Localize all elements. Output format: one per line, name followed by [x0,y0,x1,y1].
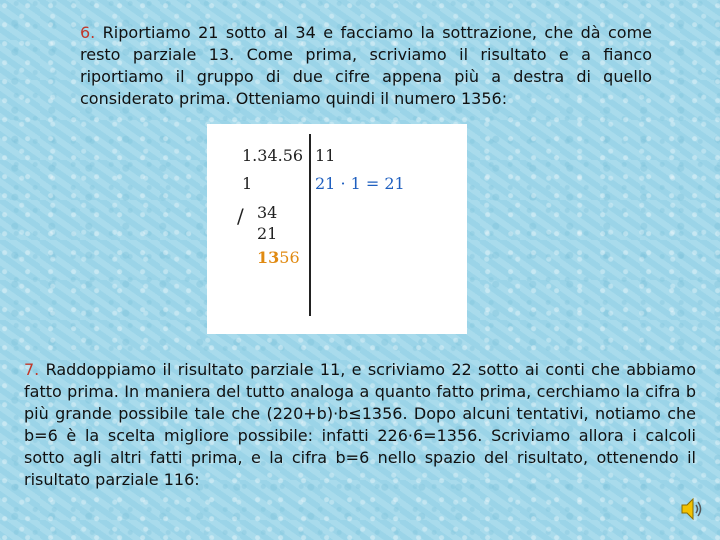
result-number [257,248,300,267]
speaker-icon[interactable] [680,496,702,522]
radicand: 1.34.56 [242,146,304,165]
step-6-number: 6. [80,23,96,42]
sqrt-calculation-figure [207,124,467,334]
first-digit: 1 [242,174,253,193]
result-bold-part: 13 [257,248,280,267]
step-7-text: Raddoppiamo il risultato parziale 11, e scriviamo 22 sotto ai conti che abbiamo fatto prima. In maniera del tutto analoga a quanto fatto prima, cerchiamo la cifra b più grande possibile tale che (220+b)·b≤1356. Dopo alcuni tentativi, notiamo che b=6 è la scelta migliore possibile: infatti 226·6=1356. Scriviamo allora i calcoli sotto agli altri fatti prima, e la cifra b=6 nello spazio del risultato, ottenendo il risultato parziale 116: [24,360,696,489]
calc-line: 21 · 1 = 21 [315,174,405,193]
result-rest-part: 56 [279,248,300,267]
step-6-text: Riportiamo 21 sotto al 34 e facciamo la sottrazione, che dà come resto parziale 13. Come prima, scriviamo il risultato e a fianco riportiamo il gruppo di due cifre appena più a destra di quello considerato prima. Otteniamo quindi il numero 1356: [80,23,652,108]
step-7-paragraph [24,359,696,491]
step-6-paragraph [80,22,652,110]
step-7-number: 7. [24,360,40,379]
divider-line [309,134,311,316]
slash-mark: / [237,204,244,228]
group-digits: 34 [257,203,278,222]
subtrahend: 21 [257,224,278,243]
partial-root: 11 [315,146,336,165]
